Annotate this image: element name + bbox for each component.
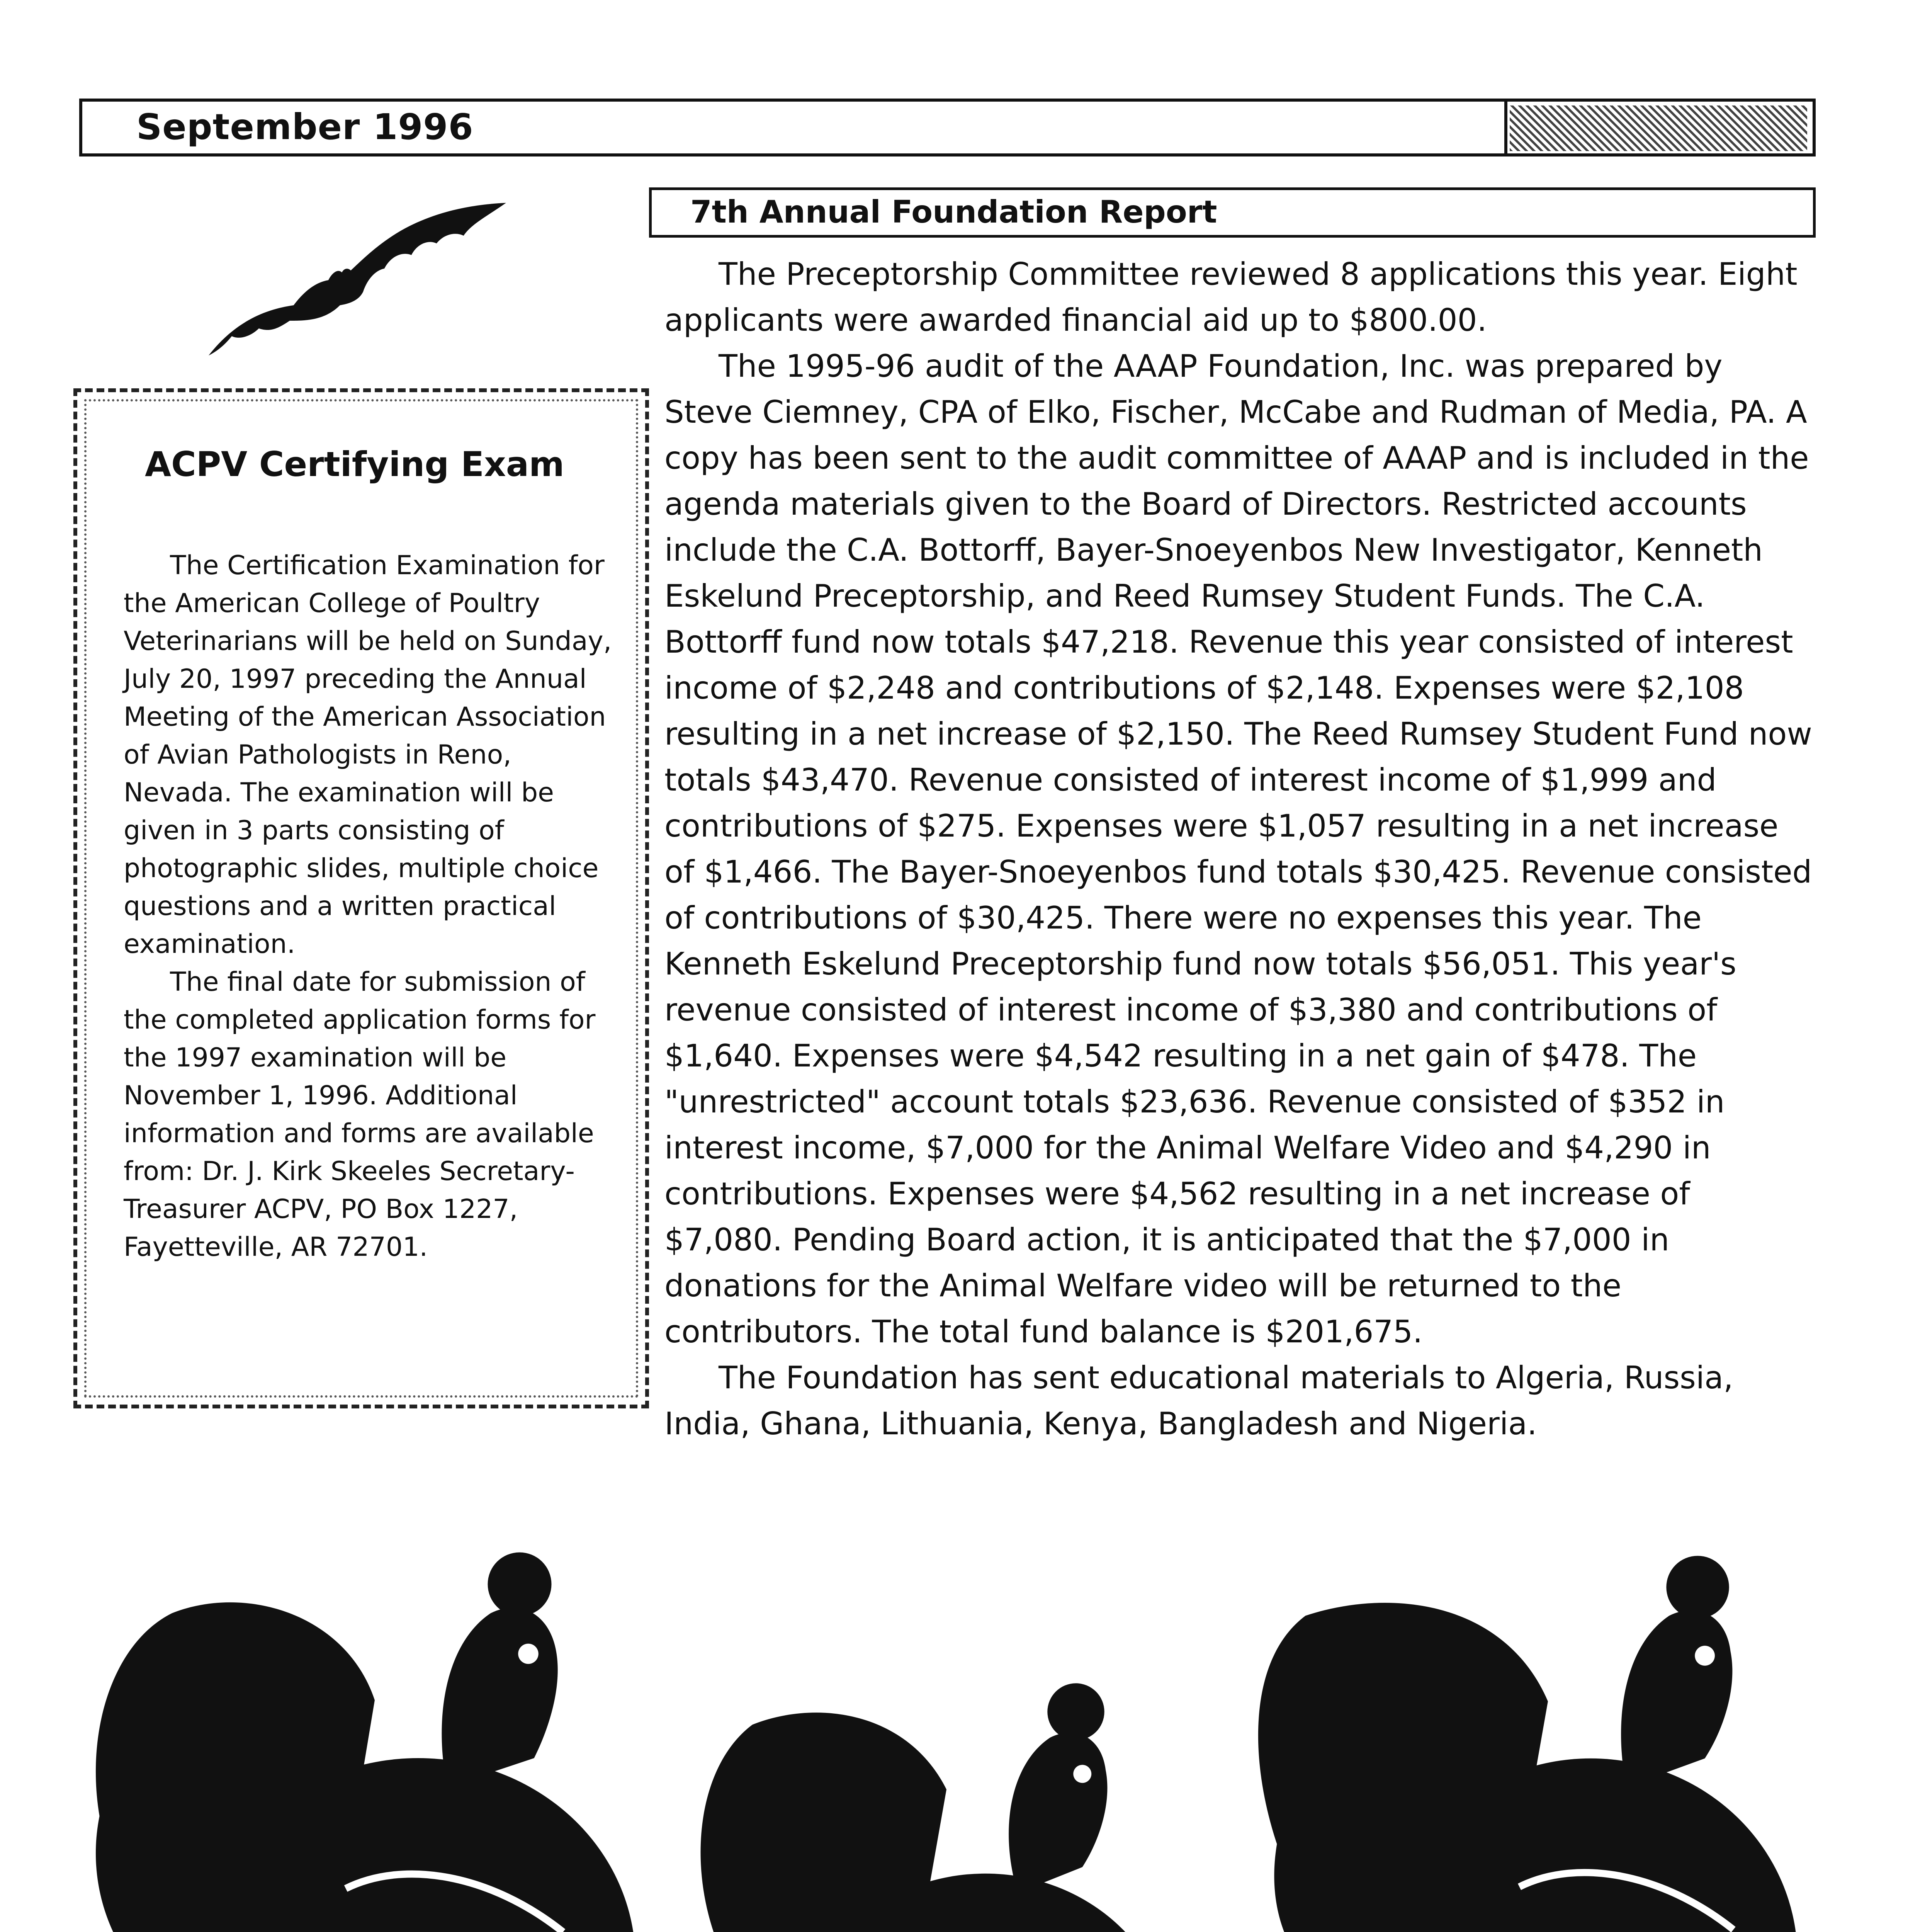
bat-icon [201, 193, 510, 363]
turkey-icon [1248, 1530, 1820, 1932]
acpv-exam-sidebar [73, 388, 649, 1408]
report-paragraph: The 1995-96 audit of the AAAP Foundation, Inc. was prepared by Steve Ciemney, CPA of Elko, Fischer, McCabe and Rudman of Media, PA. A copy has been sent to the audit committee of AAAP and is included in the agenda materials given to the Board of Directors. Restricted accounts include the C.A. Bottorff, Bayer-Snoeyenbos New Investigator, Kenneth Eskelund Preceptorship, and Reed Rumsey Student Funds. The C.A. Bottorff fund now totals $47,218. Revenue this year consisted of interest income of $2,248 and contributions of $2,148. Expenses were $2,108 resulting in a net increase of $2,150. The Reed Rumsey Student Fund now totals $43,470. Revenue consisted of interest income of $1,999 and contributions of $275. Expenses were $1,057 resulting in a net increase of $1,466. The Bayer-Snoeyenbos fund totals $30,425. Revenue consisted of contributions of $30,425. There were no expenses this year. The Kenneth Eskelund Preceptorship fund now totals $56,051. This year's revenue consisted of interest income of $3,380 and contributions of $1,640. Expenses were $4,542 resulting in a net gain of $478. The "unrestricted" account totals $23,636. Revenue consisted of $352 in interest income, $7,000 for the Animal Welfare Video and $4,290 in contributions. Expenses were $4,562 resulting in a net increase of $7,080. Pending Board action, it is anticipated that the $7,000 in donations for the Animal Welfare video will be returned to the contributors. The total fund balance is $201,675. [664, 348, 1812, 1350]
report-paragraph: The Preceptorship Committee reviewed 8 applications this year. Eight applicants were awarded financial aid up to $800.00. [664, 256, 1798, 338]
report-title: 7th Annual Foundation Report [690, 194, 1217, 230]
header-stipple-pattern [1510, 105, 1807, 151]
sidebar-body [124, 547, 626, 1266]
sidebar-title: ACPV Certifying Exam [145, 444, 564, 484]
sidebar-paragraph: The final date for submission of the completed application forms for the 1997 examination will be November 1, 1996. Additional information and forms are available from: Dr. J. Kirk Skeeles Secretary-Treasurer ACPV, PO Box 1227, Fayetteville, AR 72701. [124, 967, 596, 1262]
issue-date: September 1996 [136, 106, 474, 148]
header-divider [1504, 102, 1507, 153]
turkey-icon [688, 1623, 1205, 1932]
header-bar [79, 99, 1816, 156]
turkey-icon [85, 1526, 664, 1932]
report-paragraph: The Foundation has sent educational materials to Algeria, Russia, India, Ghana, Lithuania, Kenya, Bangladesh and Nigeria. [664, 1360, 1733, 1442]
report-title-box [649, 187, 1816, 238]
report-body [664, 251, 1816, 1447]
sidebar-paragraph: The Certification Examination for the American College of Poultry Veterinarians will be held on Sunday, July 20, 1997 preceding the Annual Meeting of the American Association of Avian Pathologists in Reno, Nevada. The examination will be given in 3 parts consisting of photographic slides, multiple choice questions and a written practical examination. [124, 550, 612, 959]
